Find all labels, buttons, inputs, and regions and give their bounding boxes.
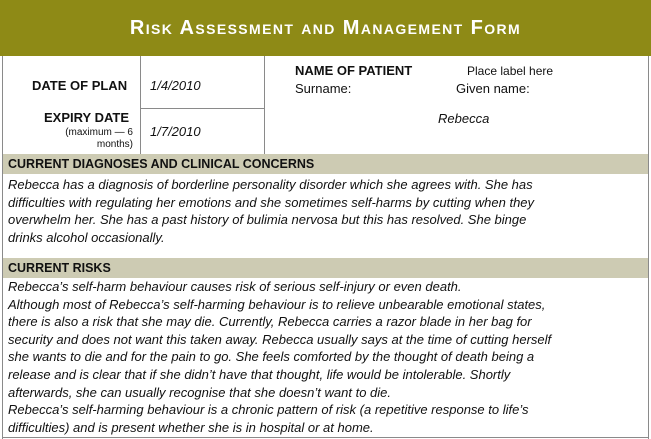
risks-heading: CURRENT RISKS xyxy=(8,261,111,275)
diagnoses-section-header xyxy=(3,154,648,174)
date-of-plan-value[interactable]: 1/4/2010 xyxy=(150,78,201,93)
patient-name-heading: NAME OF PATIENT xyxy=(295,63,413,78)
diagnoses-text[interactable]: Rebecca has a diagnosis of borderline personality disorder which she agrees with. She has difficulties with regulating her emotions and she sometimes self-harms by cutting when they overwhelm her. She has a past history of bulimia nervosa but this has resolved. She binge drinks alcohol occasionally. xyxy=(8,177,535,245)
place-label-hint: Place label here xyxy=(467,64,554,78)
date-of-plan-label: DATE OF PLAN xyxy=(32,78,128,93)
date-column-divider xyxy=(140,56,141,154)
bottom-border xyxy=(2,437,649,438)
date-row-divider xyxy=(140,108,265,109)
left-border xyxy=(2,56,3,439)
right-border xyxy=(648,56,649,439)
given-name-label: Given name: xyxy=(456,81,530,96)
expiry-date-note: (maximum — 6 months) xyxy=(65,127,133,150)
risks-section-header xyxy=(3,258,648,278)
risks-text[interactable]: Rebecca’s self-harm behaviour causes risk of serious self-injury or even death. Although most of Rebecca’s self-harming behaviour is to relieve unbearable emotional states, there is also a risk that she may die. Currently, Rebecca carries a razor blade in her bag for security and does not want this taken away. Rebecca usually says at the time of cutting herself she wants to die and for the pain to go. She feels comforted by the thought of death being a release and is clear that if she didn’t have that thought, life would be intolerable. Shortly afterwards, she can usually recognise that she doesn’t want to die. Rebecca’s self-harming behaviour is a chronic pattern of risk (a repetitive response to life’s difficulties) and is present whether she is in hospital or at home. xyxy=(8,279,552,435)
diagnoses-heading: CURRENT DIAGNOSES AND CLINICAL CONCERNS xyxy=(8,157,315,171)
expiry-date-label: EXPIRY DATE xyxy=(44,110,130,125)
surname-label: Surname: xyxy=(295,81,352,96)
form-title-bar xyxy=(0,0,651,56)
given-name-value[interactable]: Rebecca xyxy=(438,111,490,126)
patient-column-divider xyxy=(264,56,265,154)
form-title: Risk Assessment and Management Form xyxy=(129,16,522,39)
expiry-date-value[interactable]: 1/7/2010 xyxy=(150,124,201,139)
